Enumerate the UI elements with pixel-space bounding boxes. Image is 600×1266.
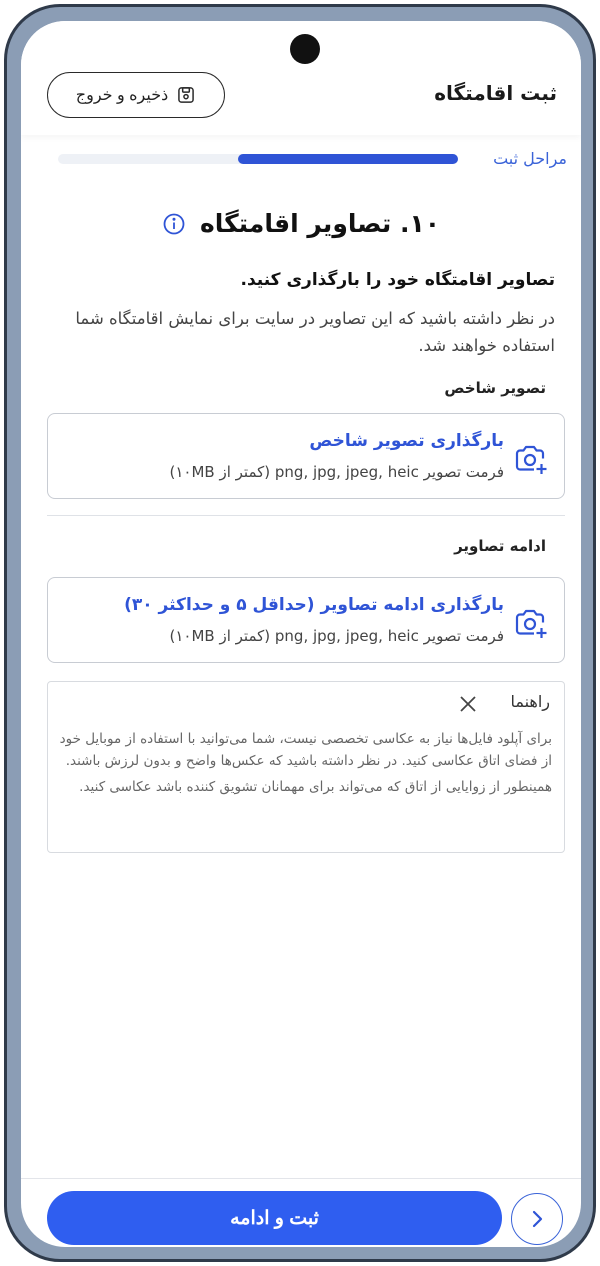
guide-paragraph: همینطور از زوایایی از اتاق که می‌تواند برای مهمانان تشویق کننده باشد عکاسی کنید. xyxy=(79,779,552,795)
step-progress-bar xyxy=(58,154,458,164)
cover-upload-box[interactable] xyxy=(47,413,565,499)
gallery-upload-box[interactable] xyxy=(47,577,565,663)
save-exit-button[interactable] xyxy=(47,72,225,118)
section-description: در نظر داشته باشید که این تصاویر در سایت برای نمایش اقامتگاه شما استفاده خواهند شد. xyxy=(75,309,555,355)
app-screen xyxy=(21,21,581,1247)
section-title: ۱۰. تصاویر اقامتگاه xyxy=(199,209,441,238)
camera-add-icon xyxy=(514,442,548,476)
footer-divider xyxy=(21,1178,581,1179)
guide-title: راهنما xyxy=(510,692,550,711)
phone-frame xyxy=(4,4,596,1262)
submit-continue-button[interactable]: ثبت و ادامه xyxy=(47,1191,502,1245)
close-icon[interactable] xyxy=(458,694,478,714)
cover-upload-hint: فرمت تصویر png, jpg, jpeg, heic (کمتر از ۱۰MB) xyxy=(169,463,504,481)
page-title: ثبت اقامتگاه xyxy=(434,81,557,105)
section-heading xyxy=(21,209,581,238)
guide-panel xyxy=(47,681,565,853)
section-divider xyxy=(47,515,565,516)
next-button[interactable] xyxy=(511,1193,563,1245)
gallery-images-label: ادامه تصاویر xyxy=(454,537,546,555)
cover-image-label: تصویر شاخص xyxy=(444,379,546,397)
save-icon xyxy=(176,85,196,105)
guide-body xyxy=(58,728,552,802)
chevron-right-icon xyxy=(527,1209,547,1229)
cover-upload-title: بارگذاری تصویر شاخص xyxy=(309,431,504,451)
camera-add-icon xyxy=(514,606,548,640)
info-icon[interactable] xyxy=(162,212,186,236)
gallery-upload-hint: فرمت تصویر png, jpg, jpeg, heic (کمتر از ۱۰MB) xyxy=(169,627,504,645)
front-camera xyxy=(290,34,320,64)
steps-link[interactable]: مراحل ثبت xyxy=(493,149,567,168)
gallery-upload-title: بارگذاری ادامه تصاویر (حداقل ۵ و حداکثر ۳۰) xyxy=(124,595,504,615)
save-exit-label: ذخیره و خروج xyxy=(75,87,169,104)
step-progress-fill xyxy=(238,154,458,164)
guide-paragraph: برای آپلود فایل‌ها نیاز به عکاسی تخصصی نیست، شما می‌توانید با استفاده از موبایل خود از فضای اتاق عکاسی کنید. در نظر داشته باشید که عکس‌ها واضح و بدون لرزش باشند. xyxy=(59,731,552,769)
section-lead: تصاویر اقامتگاه خود را بارگذاری کنید. xyxy=(240,270,555,290)
